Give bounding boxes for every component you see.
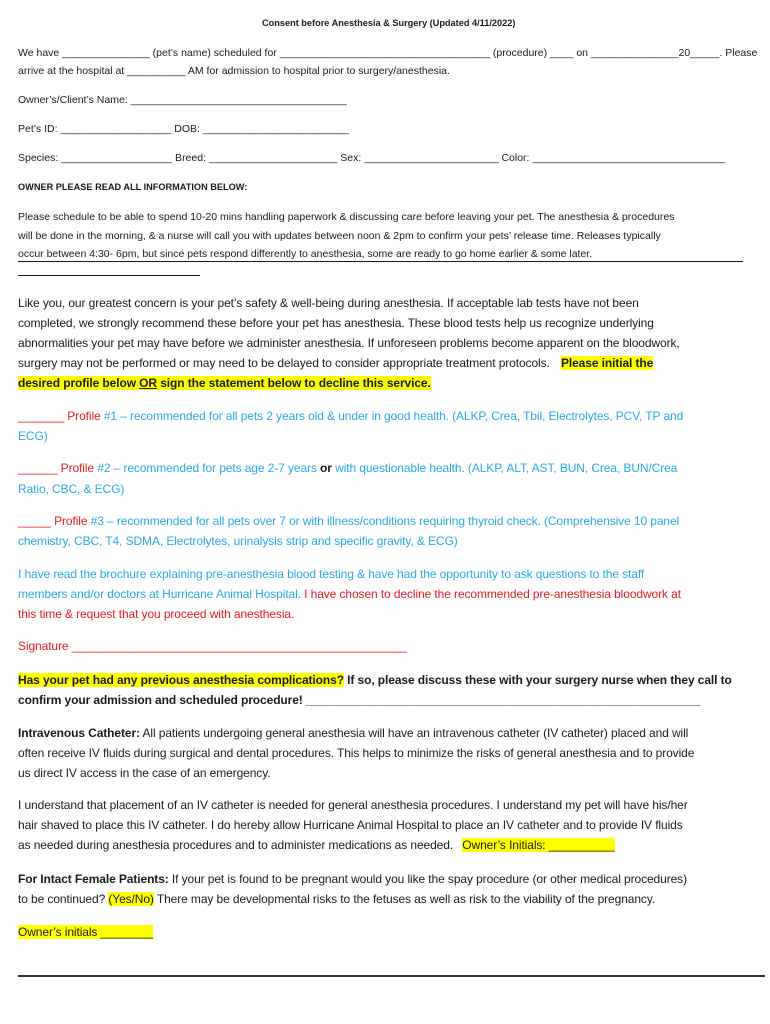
female-label: For Intact Female Patients: [18,872,169,886]
catheter-line-1-rest: All patients undergoing general anesthesia will have an intravenous catheter (IV catheter) placed and will [139,726,689,740]
owner-name-field[interactable]: Owner’s/Client’s Name: _____________________________________ [18,94,347,106]
owner-read-line-3: occur between 4:30- 6pm, but since pets respond differently to anesthesia, some are ready to go home earlier & some later. [18,248,743,262]
female-line-2-b: There may be developmental risks to the fetuses as well as risk to the viability of the pregnancy. [153,892,656,906]
complications-line-2[interactable]: confirm your admission and scheduled procedure! ____________________________________________________________ [18,693,701,707]
safety-line-4-text: surgery may not be performed or may need to be delayed to consider appropriate treatment protocols. [18,356,550,370]
female-line-1 [18,872,687,886]
intro-line-1: We have _______________ (pet’s name) scheduled for ____________________________________ (procedure) ____ on _______________20_____. Please [18,47,758,59]
profile-2-label: Profile [57,461,98,475]
species-breed-sex-color-field[interactable]: Species: ___________________ Breed: ______________________ Sex: _______________________ Color: _________________________________ [18,152,726,164]
catheter-line-1 [18,726,688,740]
safety-line-1: Like you, our greatest concern is your pet’s safety & well-being during anesthesia. If acceptable lab tests have not been [18,296,639,310]
female-line-1-rest: If your pet is found to be pregnant would you like the spay procedure (or other medical procedures) [168,872,687,886]
safety-line-5-a: desired profile below [18,376,140,390]
profile-2-initials-blank[interactable]: ______ [18,461,58,475]
yes-no-option[interactable]: (Yes/No) [108,892,154,906]
owner-initials-female-field[interactable]: Owner’s initials ________ [18,925,154,939]
safety-line-5 [18,376,431,390]
owner-read-line-2: will be done in the morning, & a nurse will call you with updates between noon & 2pm to confirm your pets’ release time. Releases typically [18,230,661,242]
profile-3-text: #3 – recommended for all pets over 7 or with illness/conditions requiring thyroid check. (Comprehensive 10 panel [90,514,680,528]
profile-1-initials-blank[interactable]: _______ [18,409,65,423]
complications-line-1-rest: If so, please discuss these with your surgery nurse when they call to [343,673,732,687]
catheter-line-3: us direct IV access in the case of an emergency. [18,766,271,780]
profile-1-label: Profile [64,409,104,423]
profile-1-text: #1 – recommended for all pets 2 years old & under in good health. (ALKP, Crea, Tbil, Electrolytes, PCV, TP and [103,409,684,423]
decline-line-2-a: members and/or doctors at Hurricane Animal Hospital. [18,587,301,601]
understand-line-3 [18,838,615,852]
owner-read-underline [18,275,200,276]
decline-line-2-b: I have chosen to decline the recommended pre-anesthesia bloodwork at [300,587,681,601]
complications-question: Has your pet had any previous anesthesia complications? [18,673,344,687]
profile-2-cont: Ratio, CBC, & ECG) [18,482,125,496]
safety-line-2: completed, we strongly recommend these before your pet has anesthesia. These blood tests help us recognize underlying [18,316,654,330]
profile-2-or: or [320,461,332,475]
profile-2-text-a: #2 – recommended for pets age 2-7 years [97,461,321,475]
or-emphasis: OR [139,376,157,390]
pet-id-dob-field[interactable]: Pet’s ID: ___________________ DOB: _________________________ [18,123,349,135]
understand-line-3-text: as needed during anesthesia procedures and to administer medications as needed. [18,838,454,852]
profile-1[interactable] [18,409,683,423]
decline-line-1: I have read the brochure explaining pre-anesthesia blood testing & have had the opportunity to ask questions to the staff [18,567,645,581]
decline-line-3: this time & request that you proceed with anesthesia. [18,607,295,621]
catheter-line-2: often receive IV fluids during surgical and dental procedures. This helps to minimize the risks of general anesthesia and to provide [18,746,695,760]
decline-line-2 [18,587,681,601]
page-title: Consent before Anesthesia & Surgery (Updated 4/11/2022) [262,18,516,28]
safety-line-4 [18,356,653,370]
complications-line-1 [18,673,732,687]
safety-line-5-b: sign the statement below to decline this service. [156,376,431,390]
female-line-2 [18,892,655,906]
profile-3-cont: chemistry, CBC, T4, SDMA, Electrolytes, urinalysis strip and specific gravity, & ECG) [18,534,458,548]
profile-3-label: Profile [50,514,91,528]
profile-3-initials-blank[interactable]: _____ [18,514,51,528]
owner-initials-field[interactable]: Owner’s Initials: __________ [462,838,615,852]
understand-line-2: hair shaved to place this IV catheter. I do hereby allow Hurricane Animal Hospital to place an IV catheter and to provide IV fluids [18,818,683,832]
signature-field[interactable]: Signature ___________________________________________________ [18,639,407,653]
owner-read-line-1: Please schedule to be able to spend 10-20 mins handling paperwork & discussing care before leaving your pet. The anesthesia & procedures [18,211,675,223]
safety-line-3: abnormalities your pet may have before we administer anesthesia. If unforeseen problems become apparent on the bloodwork, [18,336,680,350]
catheter-label: Intravenous Catheter: [18,726,140,740]
intro-line-2: arrive at the hospital at __________ AM for admission to hospital prior to surgery/anesthesia. [18,65,450,77]
initial-profile-instruction: Please initial the [560,356,654,370]
understand-line-1: I understand that placement of an IV catheter is needed for general anesthesia procedures. I understand my pet will have his/her [18,798,688,812]
female-line-2-a: to be continued? [18,892,109,906]
profile-2-text-b: with questionable health. (ALKP, ALT, AST, BUN, Crea, BUN/Crea [331,461,678,475]
footer-divider [18,975,765,977]
profile-2[interactable] [18,461,677,475]
profile-3[interactable] [18,514,679,528]
owner-read-heading: OWNER PLEASE READ ALL INFORMATION BELOW: [18,182,248,192]
profile-1-cont: ECG) [18,429,48,443]
